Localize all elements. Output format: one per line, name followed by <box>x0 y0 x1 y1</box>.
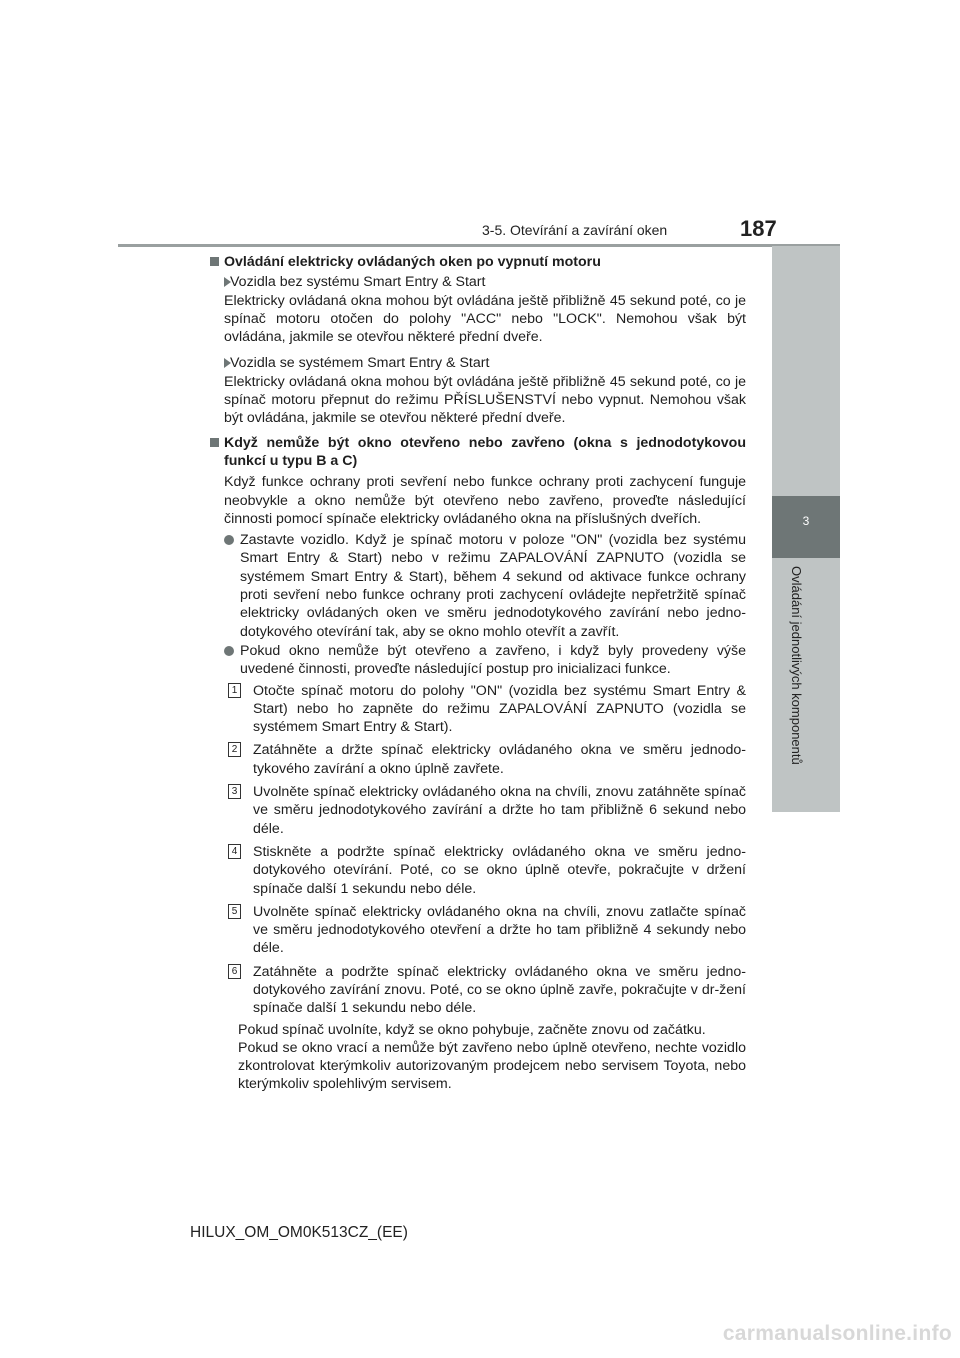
step-number-box: 3 <box>228 784 241 799</box>
paragraph: Když funkce ochrany proti sevření nebo funkce ochrany proti zachycení funguje neobvykle a okno nemůže být otevřeno nebo zavřeno, proveďte následující činnosti pomocí spínače elektricky ovládaného okna na příslušných dveřích. <box>224 474 746 527</box>
watermark: carmanualsonline.info <box>722 1322 952 1345</box>
section-heading-text: Ovládání elektricky ovládaných oken po vypnutí motoru <box>224 254 601 270</box>
section-heading <box>210 434 746 471</box>
step <box>210 843 746 898</box>
step-number-box: 2 <box>228 742 241 757</box>
step-text: Uvolněte spínač elektricky ovládaného okna na chvíli, znovu zatlačte spínač ve směru jednodotykového otevření a držte ho tam přibližně 4 sekundy nebo déle. <box>253 903 746 957</box>
step <box>210 963 746 1018</box>
round-bullet-icon <box>224 535 234 545</box>
list-item-text: Pokud okno nemůže být otevřeno a zavřeno, i když byly provedeny výše uvedené činnosti, proveďte následující postup pro inicializaci funkce. <box>240 642 746 678</box>
chapter-title-vertical: Ovládání jednotlivých komponentů <box>789 566 804 765</box>
square-bullet-icon <box>210 438 219 447</box>
step-number-box: 5 <box>228 904 241 919</box>
note-paragraph: Pokud spínač uvolníte, když se okno pohybuje, začněte znovu od začátku. <box>238 1021 706 1038</box>
step-text: Uvolněte spínač elektricky ovládaného okna na chvíli, znovu zatáhněte spínač ve směru jednodotykového zavírání a držte ho tam přibližně 6 sekund nebo déle. <box>253 784 746 837</box>
subsection-title-text: Vozidla se systémem Smart Entry & Start <box>230 355 490 372</box>
step <box>210 783 746 838</box>
chapter-tab <box>772 496 840 558</box>
section-title: 3-5. Otevírání a zavírání oken <box>482 222 668 238</box>
step <box>210 682 746 737</box>
step-text: Stiskněte a podržte spínač elektricky ovládaného okna ve směru jedno-dotykového otevírání. Poté, co se okno úplně otevře, pokračujte v držení spínače další 1 sekundu nebo déle. <box>253 843 746 897</box>
note-paragraph: Pokud se okno vrací a nemůže být zavřeno nebo úplně otevřeno, nechte vozidlo zkontrolovat kterýmkoliv autorizovaným prodejcem nebo servisem Toyota, nebo kterýmkoliv spolehlivým servisem. <box>238 1039 746 1093</box>
page-number: 187 <box>740 216 777 241</box>
step <box>210 903 746 958</box>
section-heading <box>210 253 746 271</box>
side-bar-top <box>772 246 840 496</box>
step-number-box: 6 <box>228 964 241 979</box>
triangle-icon <box>224 277 231 287</box>
section-heading-text: Když nemůže být okno otevřeno nebo zavřeno (okna s jednodotykovou funkcí u typu B a C) <box>224 434 746 469</box>
step-number-box: 1 <box>228 683 241 698</box>
list-item <box>210 642 746 679</box>
chapter-number: 3 <box>802 514 810 528</box>
main-content <box>210 253 746 1094</box>
paragraph: Elektricky ovládaná okna mohou být ovládána ještě přibližně 45 sekund poté, co je spínač motoru přepnut do režimu PŘÍSLUŠENSTVÍ nebo vypnut. Nemohou však být ovládána, jakmile se otevřou některé přední dveře. <box>224 373 746 427</box>
subsection-title <box>210 354 746 372</box>
subsection-title <box>210 273 746 291</box>
document-code: HILUX_OM_OM0K513CZ_(EE) <box>190 1224 408 1241</box>
triangle-icon <box>224 358 231 368</box>
step-text: Zatáhněte a držte spínač elektricky ovládaného okna ve směru jednodo-tykového zavírání a okno úplně zavřete. <box>253 742 746 777</box>
subsection-title-text: Vozidla bez systému Smart Entry & Start <box>230 274 486 291</box>
side-bar-bottom <box>772 558 840 812</box>
header-rule <box>118 244 840 247</box>
step-number-box: 4 <box>228 844 241 859</box>
paragraph: Elektricky ovládaná okna mohou být ovládána ještě přibližně 45 sekund poté, co je spínač motoru otočen do polohy "ACC" nebo "LOCK". Nemohou však být ovládána, jakmile se otevřou některé přední dveře. <box>224 292 746 346</box>
step-text: Zatáhněte a podržte spínač elektricky ovládaného okna ve směru jedno-dotykového zavírání znovu. Poté, co se okno úplně zavře, pokračujte v dr-žení spínače další 1 sekundu nebo déle. <box>253 963 746 1017</box>
step-text: Otočte spínač motoru do polohy "ON" (vozidla bez systému Smart Entry & Start) nebo ho zapněte do režimu ZAPALOVÁNÍ ZAPNUTO (vozidla se systémem Smart Entry & Start). <box>253 682 746 736</box>
step <box>210 741 746 778</box>
list-item-text: Zastavte vozidlo. Když je spínač motoru v poloze "ON" (vozidla bez systému Smart Entry & Start) nebo v režimu ZAPALOVÁNÍ ZAPNUTO (vozidla se systémem Smart Entry & Start), během 4 sekund od aktivace funkce ochrany proti sevření nebo funkce ochrany proti zachycení ovládejte nepřetržitě spínač elektricky ovládaných oken ve směru jednodotykového zavírání nebo jedno-dotykového otevírání tak, aby se okno mohlo otevřít a zavřít. <box>240 532 746 640</box>
list-item <box>210 531 746 641</box>
round-bullet-icon <box>224 646 234 656</box>
square-bullet-icon <box>210 257 219 266</box>
